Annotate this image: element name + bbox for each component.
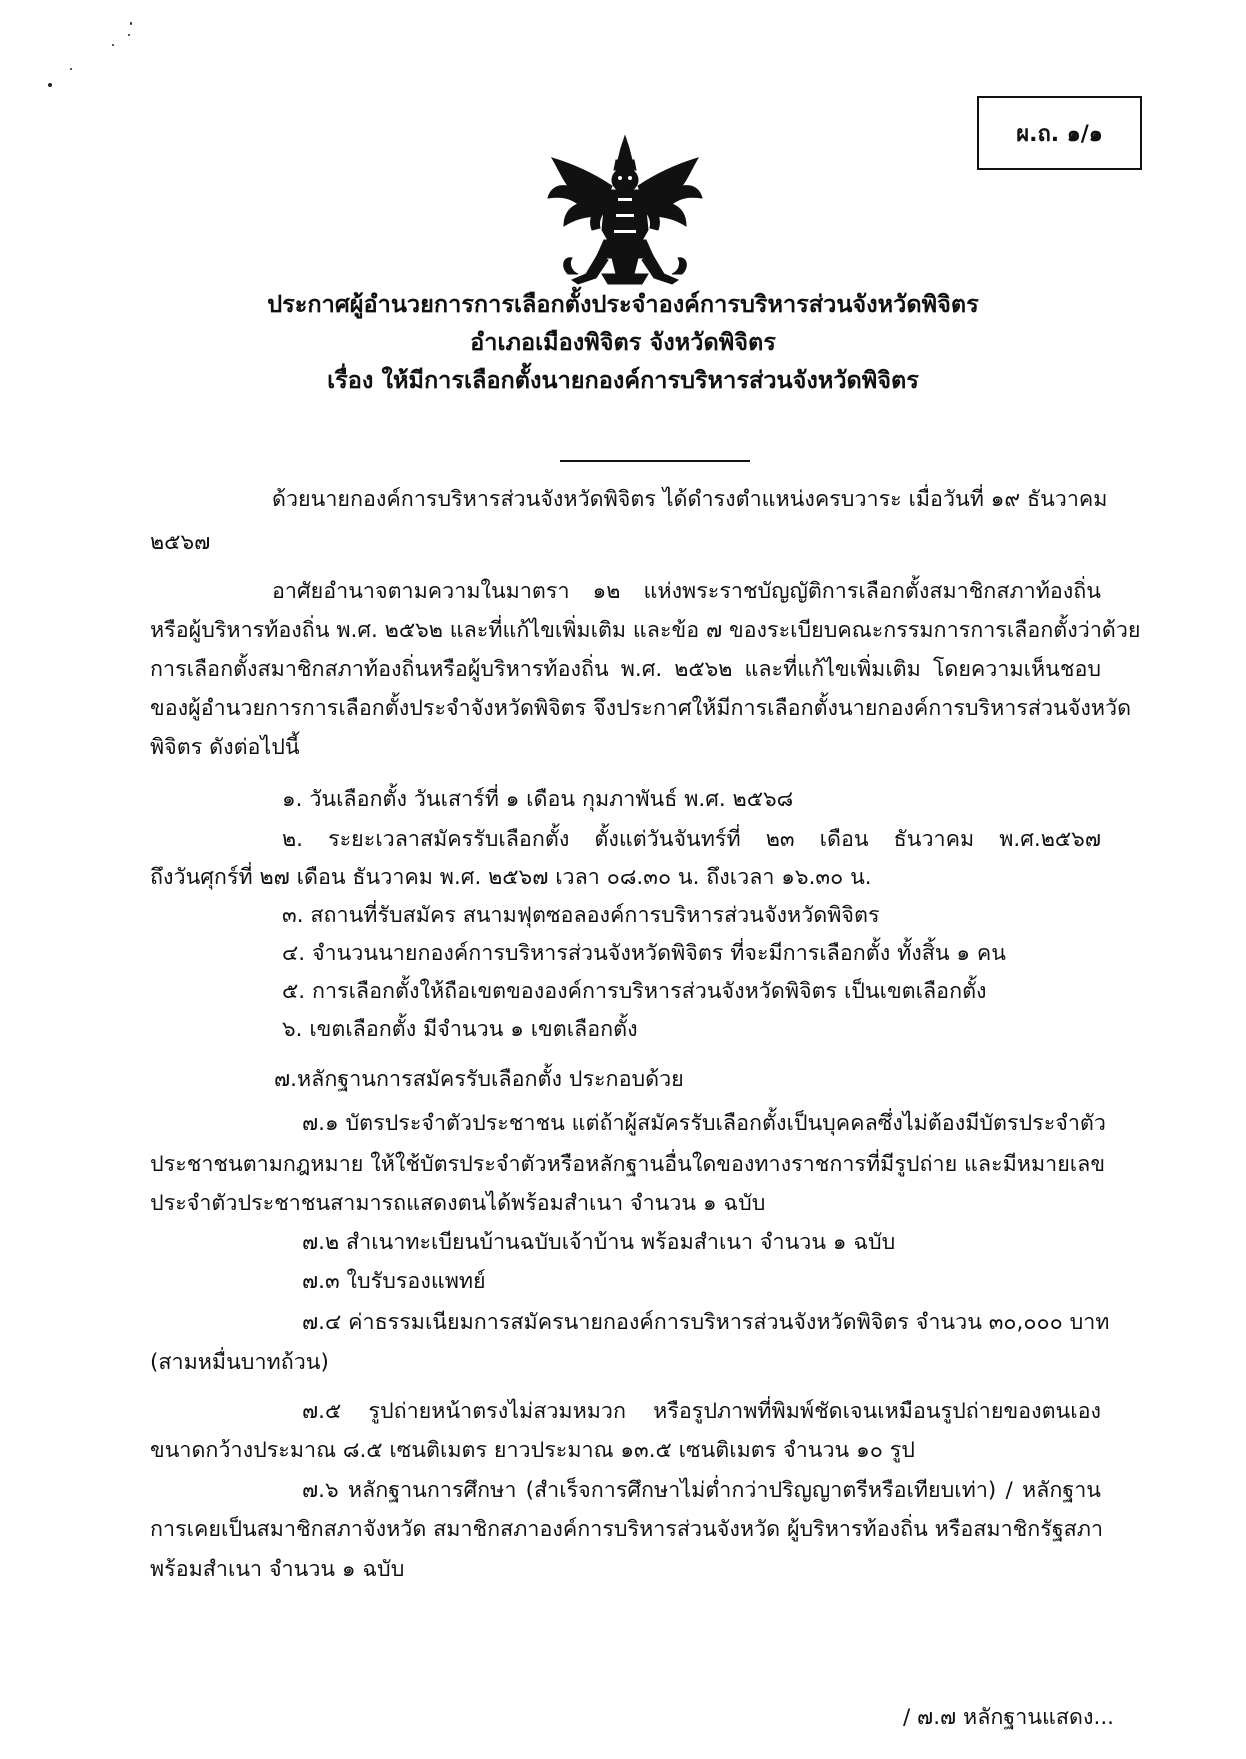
announcement-district: อำเภอเมืองพิจิตร จังหวัดพิจิตร [470, 328, 776, 356]
doc-7-4-line: ๗.๔ ค่าธรรมเนียมการสมัครนายกองค์การบริหารส่วนจังหวัดพิจิตร จำนวน ๓๐,๐๐๐ บาท [302, 1310, 1110, 1335]
doc-7-5-line: ขนาดกว้างประมาณ ๘.๕ เซนติเมตร ยาวประมาณ ๑๓.๕ เซนติเมตร จำนวน ๑๐ รูป [150, 1438, 915, 1463]
item-number-of-constituencies: ๖. เขตเลือกตั้ง มีจำนวน ๑ เขตเลือกตั้ง [282, 1017, 638, 1042]
item-required-documents: ๗.หลักฐานการสมัครรับเลือกตั้ง ประกอบด้วย [274, 1067, 684, 1092]
doc-7-4-line: (สามหมื่นบาทถ้วน) [150, 1350, 329, 1375]
doc-7-2: ๗.๒ สำเนาทะเบียนบ้านฉบับเจ้าบ้าน พร้อมสำเนา จำนวน ๑ ฉบับ [302, 1230, 896, 1255]
intro-paragraph-line: ๒๕๖๗ [150, 530, 211, 555]
item-election-date: ๑. วันเลือกตั้ง วันเสาร์ที่ ๑ เดือน กุมภาพันธ์ พ.ศ. ๒๕๖๘ [282, 787, 794, 812]
form-code-box [977, 96, 1142, 170]
doc-7-1-line: ประจำตัวประชาชนสามารถแสดงตนได้พร้อมสำเนา จำนวน ๑ ฉบับ [150, 1191, 766, 1216]
item-application-period: ๒. ระยะเวลาสมัครรับเลือกตั้ง ตั้งแต่วันจันทร์ที่ ๒๓ เดือน ธันวาคม พ.ศ.๒๕๖๗ [282, 827, 1101, 852]
item-constituency: ๕. การเลือกตั้งให้ถือเขตขององค์การบริหารส่วนจังหวัดพิจิตร เป็นเขตเลือกตั้ง [282, 979, 987, 1004]
garuda-emblem [542, 134, 708, 290]
doc-7-1-line: ประชาชนตามกฎหมาย ให้ใช้บัตรประจำตัวหรือหลักฐานอื่นใดของทางราชการที่มีรูปถ่าย และมีหมายเลข [150, 1152, 1106, 1177]
scan-speck [128, 34, 130, 36]
legal-basis-line: หรือผู้บริหารท้องถิ่น พ.ศ. ๒๕๖๒ และที่แก้ไขเพิ่มเติม และข้อ ๗ ของระเบียบคณะกรรมการการเลือกตั้งว่าด้วย [150, 618, 1141, 643]
doc-7-6-line: ๗.๖ หลักฐานการศึกษา (สำเร็จการศึกษาไม่ต่ำกว่าปริญญาตรีหรือเทียบเท่า) / หลักฐาน [302, 1478, 1101, 1503]
doc-7-3: ๗.๓ ใบรับรองแพทย์ [302, 1269, 486, 1294]
legal-basis-line: ของผู้อำนวยการการเลือกตั้งประจำจังหวัดพิจิตร จึงประกาศให้มีการเลือกตั้งนายกองค์การบริหารส่วนจังหวัด [150, 696, 1132, 721]
form-code: ผ.ถ. ๑/๑ [1016, 121, 1103, 147]
scan-speck [112, 44, 114, 46]
announcement-title: ประกาศผู้อำนวยการการเลือกตั้งประจำองค์การบริหารส่วนจังหวัดพิจิตร [267, 290, 979, 318]
scan-speck [48, 83, 52, 87]
continued-next-page: / ๗.๗ หลักฐานแสดง... [902, 1705, 1114, 1730]
scan-speck [130, 22, 132, 25]
legal-basis-line: อาศัยอำนาจตามความในมาตรา ๑๒ แห่งพระราชบัญญัติการเลือกตั้งสมาชิกสภาท้องถิ่น [272, 579, 1101, 604]
legal-basis-line: การเลือกตั้งสมาชิกสภาท้องถิ่นหรือผู้บริหารท้องถิ่น พ.ศ. ๒๕๖๒ และที่แก้ไขเพิ่มเติม โดยความเห็นชอบ [150, 657, 1101, 682]
title-divider [560, 460, 750, 462]
item-application-venue: ๓. สถานที่รับสมัคร สนามฟุตซอลองค์การบริหารส่วนจังหวัดพิจิตร [282, 903, 880, 928]
doc-7-6-line: พร้อมสำเนา จำนวน ๑ ฉบับ [150, 1557, 405, 1582]
item-application-period-cont: ถึงวันศุกร์ที่ ๒๗ เดือน ธันวาคม พ.ศ. ๒๕๖๗ เวลา ๐๘.๓๐ น. ถึงเวลา ๑๖.๓๐ น. [150, 865, 872, 890]
doc-7-1-line: ๗.๑ บัตรประจำตัวประชาชน แต่ถ้าผู้สมัครรับเลือกตั้งเป็นบุคคลซึ่งไม่ต้องมีบัตรประจำตัว [302, 1111, 1106, 1136]
doc-7-5-line: ๗.๕ รูปถ่ายหน้าตรงไม่สวมหมวก หรือรูปภาพที่พิมพ์ชัดเจนเหมือนรูปถ่ายของตนเอง [302, 1399, 1101, 1424]
doc-7-6-line: การเคยเป็นสมาชิกสภาจังหวัด สมาชิกสภาองค์การบริหารส่วนจังหวัด ผู้บริหารท้องถิ่น หรือสมาชิกรัฐสภา [150, 1517, 1104, 1542]
announcement-subject: เรื่อง ให้มีการเลือกตั้งนายกองค์การบริหารส่วนจังหวัดพิจิตร [327, 366, 919, 394]
item-number-of-seats: ๔. จำนวนนายกองค์การบริหารส่วนจังหวัดพิจิตร ที่จะมีการเลือกตั้ง ทั้งสิ้น ๑ คน [282, 941, 1006, 966]
intro-paragraph-line: ด้วยนายกองค์การบริหารส่วนจังหวัดพิจิตร ได้ดำรงตำแหน่งครบวาระ เมื่อวันที่ ๑๙ ธันวาคม [272, 487, 1108, 512]
scan-speck [70, 68, 72, 70]
legal-basis-line: พิจิตร ดังต่อไปนี้ [150, 735, 300, 760]
